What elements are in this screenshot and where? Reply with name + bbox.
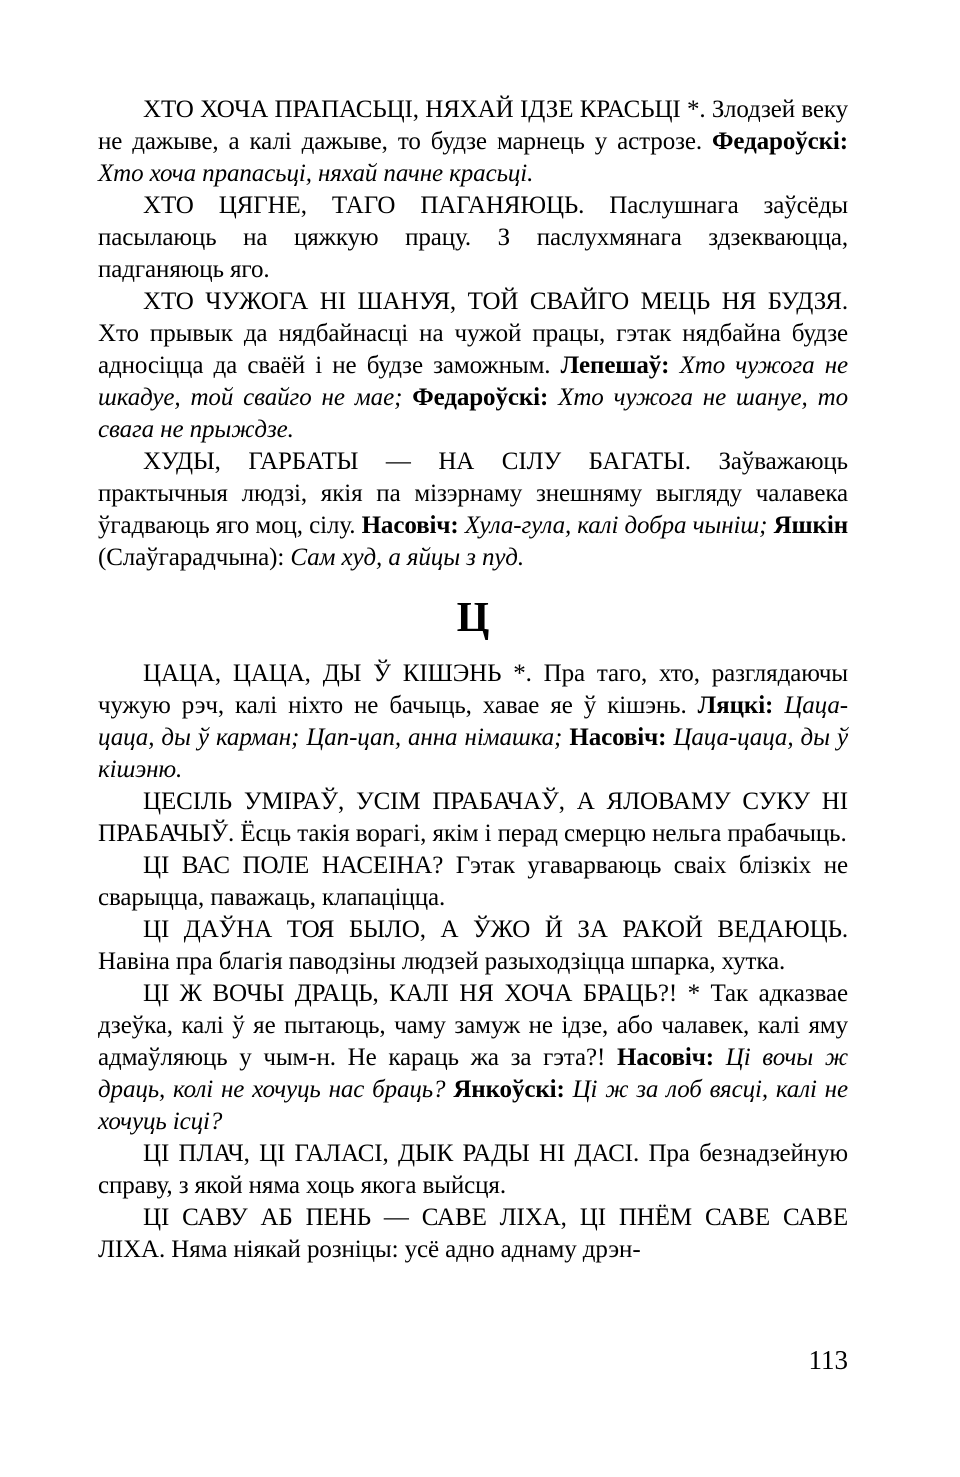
paragraph xyxy=(98,1138,848,1202)
italic-text-run: Хто хоча прапасьці, няхай пачне красьці. xyxy=(98,160,534,187)
italic-text-run: Ці ж за лоб вясці, калі не хочуць ісці? xyxy=(98,1076,848,1135)
text-column xyxy=(98,94,848,1266)
italic-text-run: Ці вочы ж драць, колі не хочуць нас браць? xyxy=(98,1044,848,1103)
normal-text-run: ЦАЦА, ЦАЦА, ДЫ Ў КІШЭНЬ *. Пра таго, хто, разглядаючы чужую рэч, калі ніхто не бачыць, хавае яе ў кішэнь. xyxy=(98,660,848,719)
section-heading: Ц xyxy=(456,595,490,641)
bold-text-run: Лепешаў: xyxy=(560,352,680,379)
bold-text-run: Федароўскі: xyxy=(412,384,559,411)
normal-text-run: ЦІ ПЛАЧ, ЦІ ГАЛАСІ, ДЫК РАДЫ НІ ДАСІ. Пра безнадзейную справу, з якой няма хоць якога выйсця. xyxy=(98,1140,848,1199)
normal-text-run: ХУДЫ, ГАРБАТЫ — НА СІЛУ БАГАТЫ. Заўважаюць практычныя людзі, якія па мізэрнаму знешняму выгляду чалавека ўгадваюць яго моц, сілу. xyxy=(98,448,848,539)
normal-text-run: ЦІ ВАС ПОЛЕ НАСЕІНА? Гэтак угаварваюць сваіх блізкіх не сварыцца, паважаць, клапаціцца. xyxy=(98,852,848,911)
normal-text-run: ЦЕСІЛЬ УМІРАЎ, УСІМ ПРАБАЧАЎ, А ЯЛОВАМУ СУКУ НІ ПРАБАЧЫЎ. Ёсць такія ворагі, якім і перад смерцю нельга прабачыць. xyxy=(98,788,848,847)
paragraph xyxy=(98,914,848,978)
bold-text-run: Ляцкі: xyxy=(697,692,785,719)
italic-text-run: Хто чужога не шануе, то свага не прыждзе. xyxy=(98,384,848,443)
normal-text-run: (Слаўгарадчына): xyxy=(98,544,291,571)
normal-text-run: ЦІ Ж ВОЧЫ ДРАЦЬ, КАЛІ НЯ ХОЧА БРАЦЬ?! * Так адказвае дзеўка, калі ў яе пытаюць, чаму замуж не ідзе, або чалавек, калі яму адмаўляюць у чым-н. Не караць жа за гэта?! xyxy=(98,980,848,1071)
italic-text-run: Сам худ, а яйцы з пуд. xyxy=(290,544,524,571)
paragraph xyxy=(98,786,848,850)
bold-text-run: Насовіч: xyxy=(361,512,465,539)
bold-text-run: Янкоўскі: xyxy=(453,1076,573,1103)
paragraph xyxy=(98,94,848,190)
paragraph xyxy=(98,190,848,286)
normal-text-run: ЦІ САВУ АБ ПЕНЬ — САВЕ ЛІХА, ЦІ ПНЁМ САВЕ САВЕ ЛІХА. Няма ніякай розніцы: усё адно аднаму дрэн- xyxy=(98,1204,848,1263)
normal-text-run: ХТО ХОЧА ПРАПАСЬЦІ, НЯХАЙ ІДЗЕ КРАСЬЦІ *. Злодзей веку не дажыве, а калі дажыве, то будзе марнець у астрозе. xyxy=(98,96,848,155)
bold-text-run: Насовіч: xyxy=(569,724,674,751)
paragraph xyxy=(98,850,848,914)
paragraph xyxy=(98,658,848,786)
italic-text-run: Цаца-цаца, ды ў кішэню. xyxy=(98,724,848,783)
paragraph xyxy=(98,446,848,574)
italic-text-run: Хто чужога не шкадуе, той свайго не мае; xyxy=(98,352,848,411)
paragraph xyxy=(98,1202,848,1266)
italic-text-run: Цаца-цаца, ды ў карман; Цап-цап, анна німашка; xyxy=(98,692,848,751)
paragraph xyxy=(98,286,848,446)
bold-text-run: Федароўскі: xyxy=(712,128,848,155)
bold-text-run: Яшкін xyxy=(773,512,848,539)
page-number: 113 xyxy=(808,1345,848,1375)
italic-text-run: Хула-гула, калі добра чыніш; xyxy=(464,512,774,539)
normal-text-run: ЦІ ДАЎНА ТОЯ БЫЛО, А ЎЖО Й ЗА РАКОЙ ВЕДАЮЦЬ. Навіна пра благія паводзіны людзей разыходзіцца шпарка, хутка. xyxy=(98,916,848,975)
paragraph xyxy=(98,978,848,1138)
normal-text-run: ХТО ЦЯГНЕ, ТАГО ПАГАНЯЮЦЬ. Паслушнага заўсёды пасылаюць на цяжкую працу. З паслухмянага здзекваюцца, падганяюць яго. xyxy=(98,192,848,283)
bold-text-run: Насовіч: xyxy=(617,1044,726,1071)
normal-text-run: ХТО ЧУЖОГА НІ ШАНУЯ, ТОЙ СВАЙГО МЕЦЬ НЯ БУДЗЯ. Хто прывык да нядбайнасці на чужой працы, гэтак нядбайна будзе адносіцца да сваёй і не будзе заможным. xyxy=(98,288,848,379)
